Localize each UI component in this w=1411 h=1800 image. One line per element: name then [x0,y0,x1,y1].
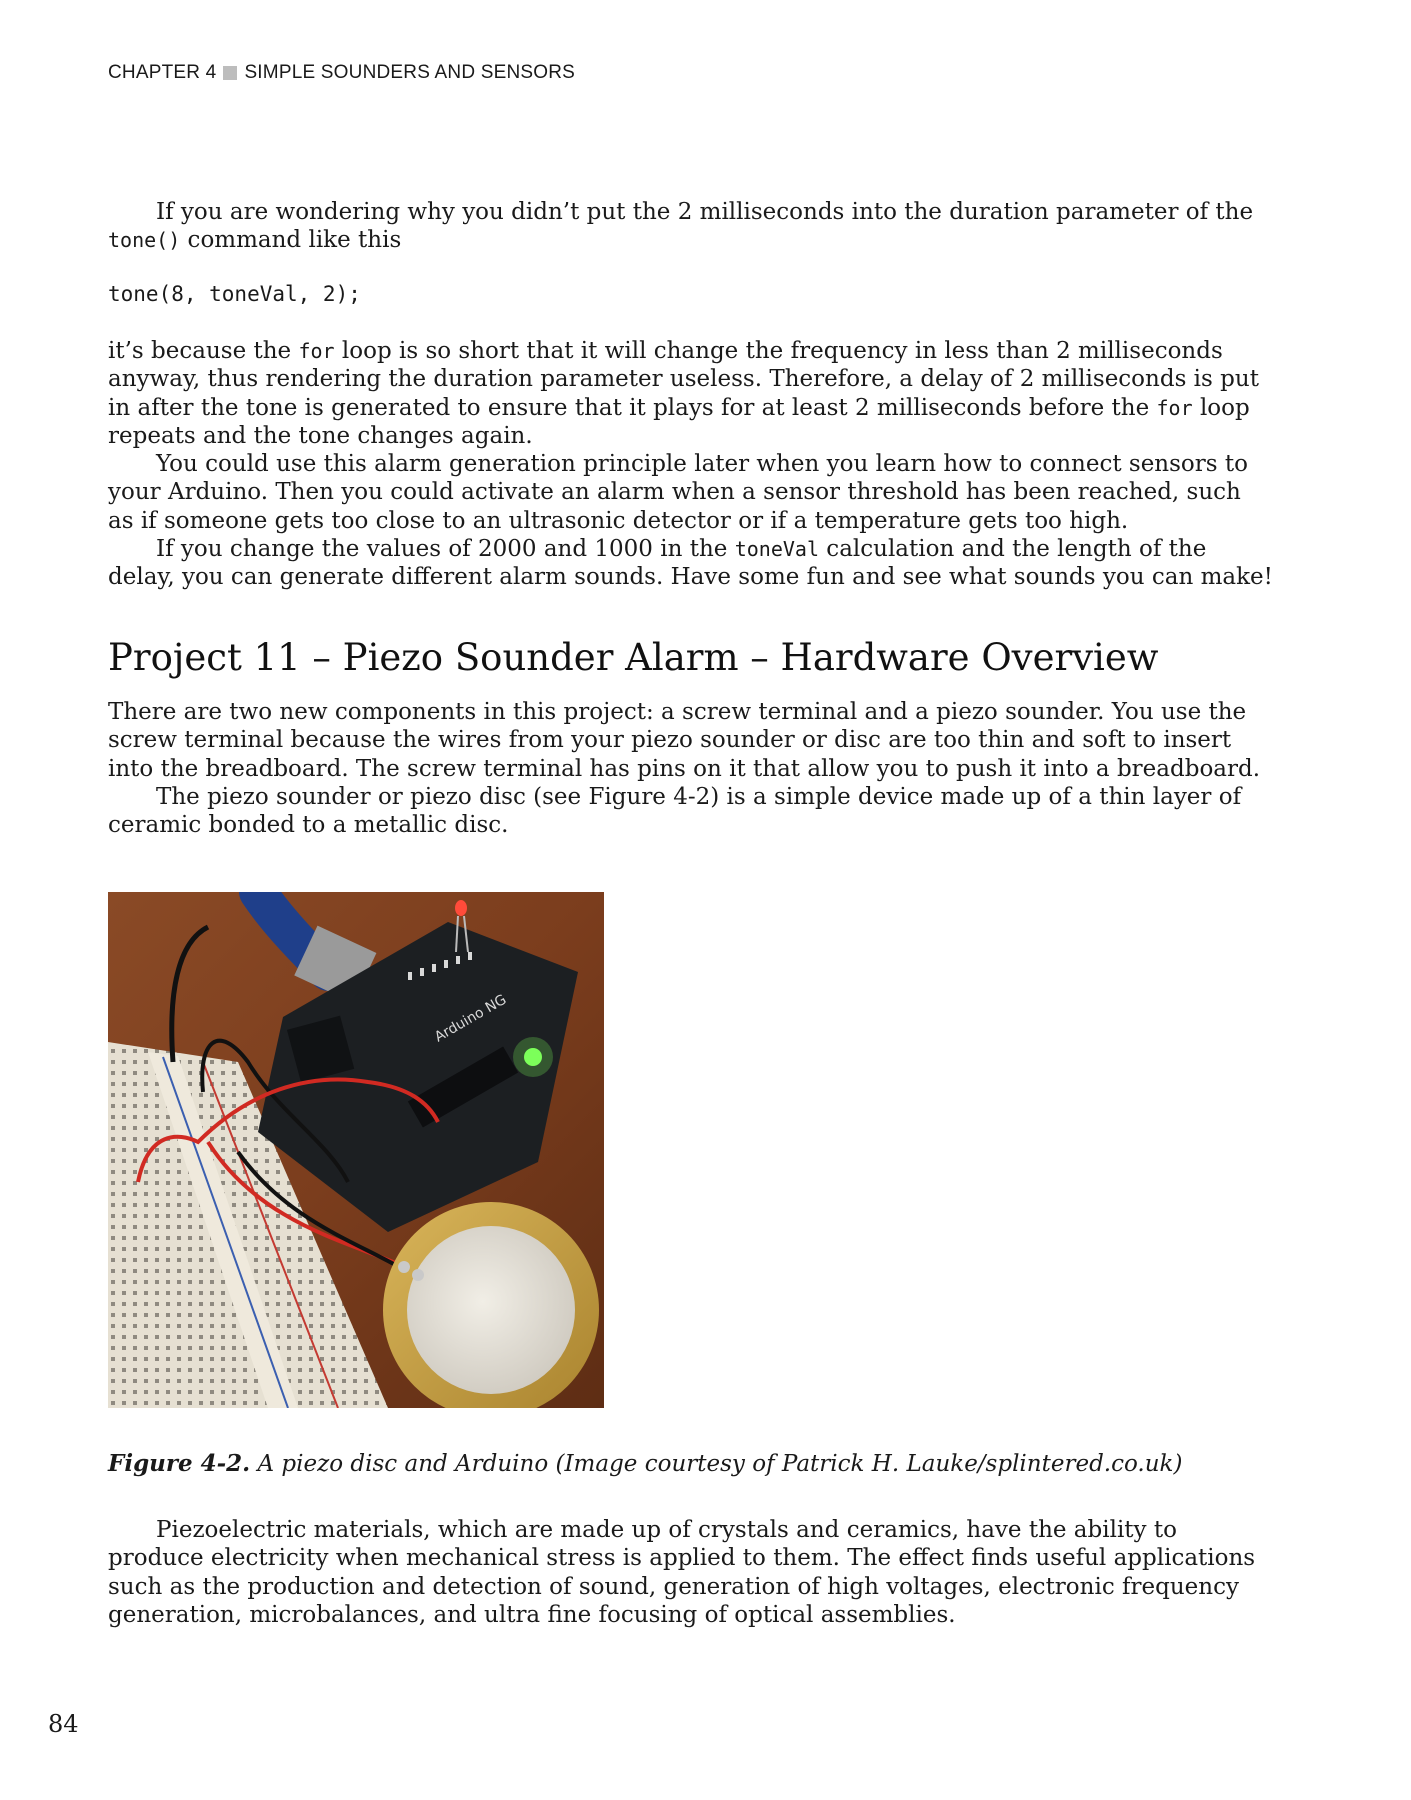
closing-paragraph: Piezoelectric materials, which are made up of crystals and ceramics, have the ability to produce electricity when mechanical stress is applied to them. The effect finds useful applications such as the production and detection of sound, generation of high voltages, electronic frequency generation, microbalances, and ultra fine focusing of optical assemblies. [108,1517,1256,1628]
figure-label: Figure 4-2. [108,1450,251,1477]
section-paragraph-1: There are two new components in this project: a screw terminal and a piezo sounder. You use the screw terminal because the wires from your piezo sounder or disc are too thin and soft to insert into the breadboard. The screw terminal has pins on it that allow you to push it into a breadboard. [108,699,1261,782]
section-body [108,698,1273,839]
inline-code: for [298,339,335,363]
p4-part-a: If you change the values of 2000 and 1000 in the [156,536,735,563]
closing-body [108,1516,1273,1629]
intro-paragraph-2 [108,337,1273,450]
running-head [108,62,575,84]
p4-part-b: calculation and the length of the delay, you can generate different alarm sounds. Have some fun and see what sounds you can make! [108,536,1273,591]
p2-part-b: loop is so short that it will change the frequency in less than 2 milliseconds anyway, thus rendering the duration parameter useless. Therefore, a delay of 2 milliseconds is put in after the tone is generated to ensure that it plays for at least 2 milliseconds before the [108,338,1259,421]
figure-photo [108,892,604,1408]
intro-p1-tail: command like this [180,227,402,254]
intro-paragraph-1 [108,198,1273,255]
p2-part-a: it’s because the [108,338,299,364]
intro-p1-text: If you are wondering why you didn’t put the 2 milliseconds into the duration parameter of the [156,199,1254,225]
p2-part-c: loop repeats and the tone changes again. [108,394,1250,449]
section-paragraph-2: The piezo sounder or piezo disc (see Figure 4-2) is a simple device made up of a thin layer of ceramic bonded to a metallic disc. [108,783,1242,839]
figure-caption [108,1450,1182,1477]
board-label: Arduino NG [432,991,510,1046]
intro-body [108,337,1273,592]
page-number: 84 [48,1710,79,1738]
inline-code: tone() [108,228,181,253]
code-line: tone(8, toneVal, 2); [108,282,361,306]
inline-code: for [1156,395,1193,420]
figure-caption-text: A piezo disc and Arduino (Image courtesy of Patrick H. Lauke/splintered.co.uk) [250,1451,1183,1477]
section-heading: Project 11 – Piezo Sounder Alarm – Hardware Overview [108,636,1159,679]
chapter-label: CHAPTER 4 [108,62,217,83]
intro-paragraph-4 [108,535,1273,592]
inline-code: toneVal [734,537,819,562]
square-separator-icon [223,66,237,80]
intro-paragraph-3: You could use this alarm generation principle later when you learn how to connect sensors to your Arduino. Then you could activate an alarm when a sensor threshold has been reached, such as if someone gets too close to an ultrasonic detector or if a temperature gets too high. [108,451,1248,534]
piezo-arduino-photo [108,892,604,1408]
chapter-title: SIMPLE SOUNDERS AND SENSORS [244,62,576,83]
